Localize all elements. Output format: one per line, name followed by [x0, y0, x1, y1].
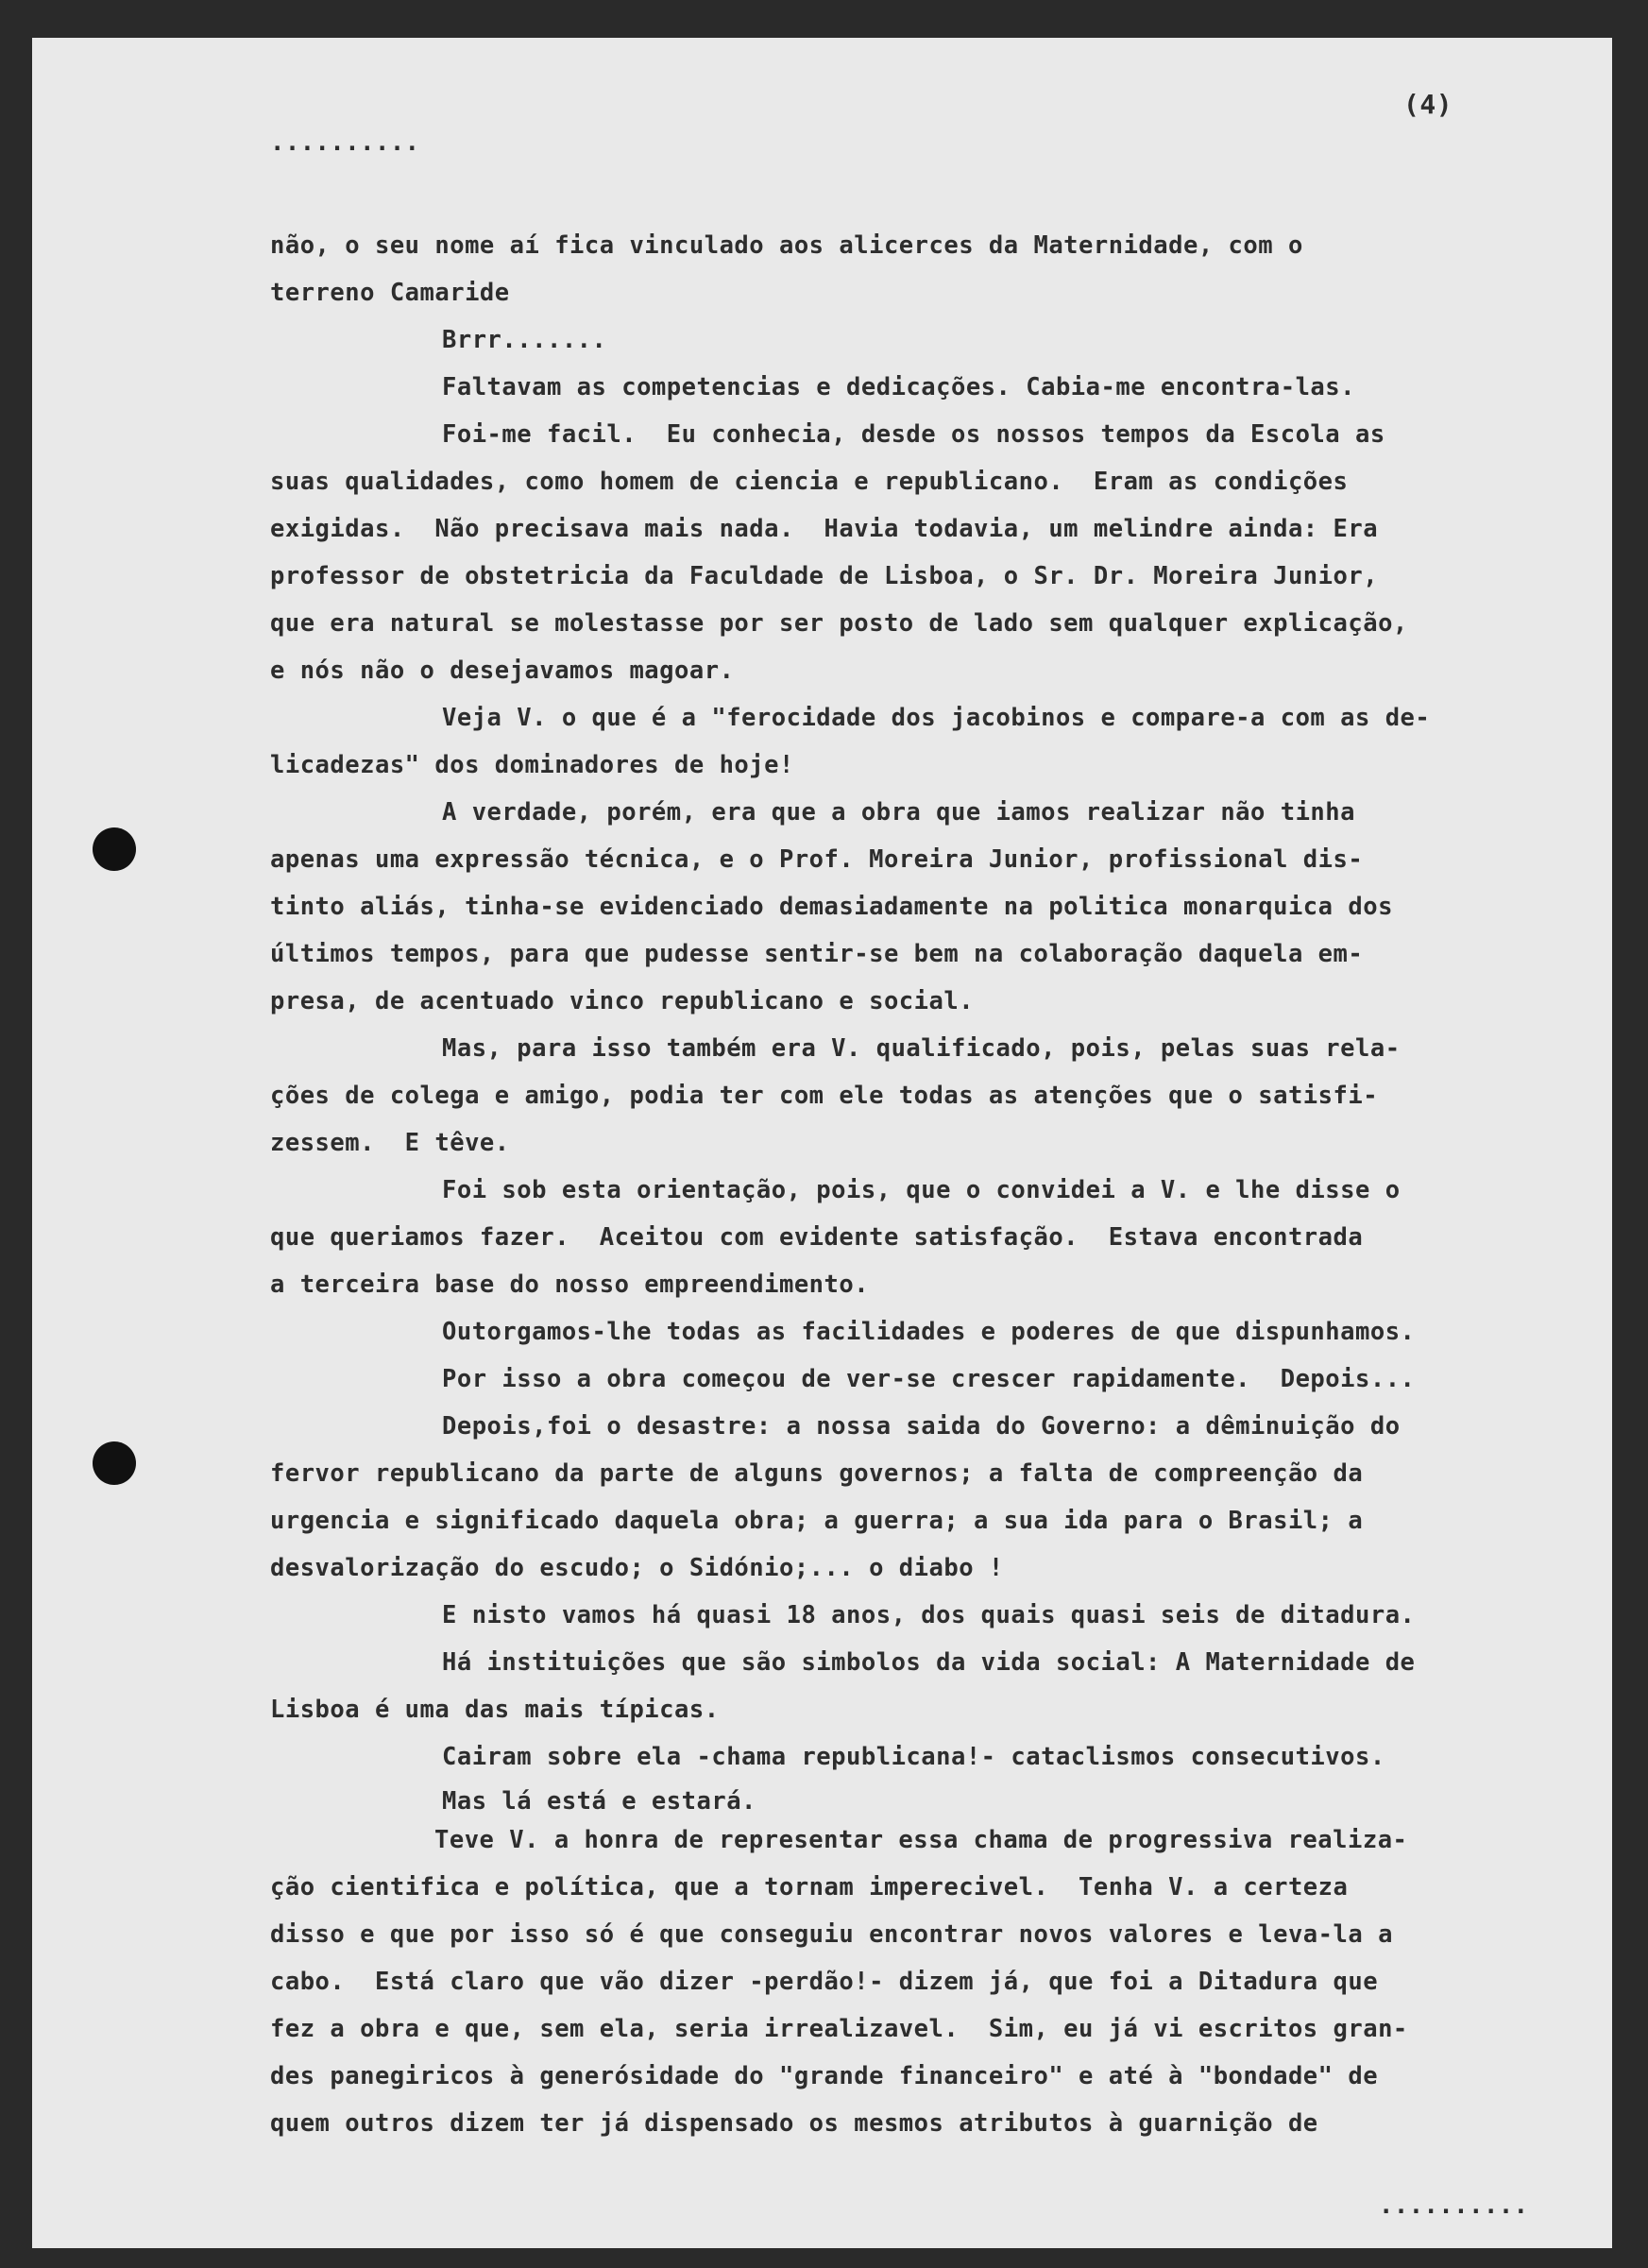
text-line: presa, de acentuado vinco republicano e social.: [270, 987, 975, 1015]
text-line: Há instituições que são simbolos da vida social: A Maternidade de: [442, 1648, 1416, 1677]
text-line: Outorgamos-lhe todas as facilidades e poderes de que dispunhamos.: [442, 1318, 1416, 1346]
text-line: Brrr.......: [442, 326, 607, 354]
text-line: exigidas. Não precisava mais nada. Havia todavia, um melindre ainda: Era: [270, 515, 1379, 543]
text-line: Mas lá está e estará.: [442, 1787, 756, 1816]
text-line: e nós não o desejavamos magoar.: [270, 657, 735, 685]
text-line: últimos tempos, para que pudesse sentir-se bem na colaboração daquela em-: [270, 940, 1364, 968]
text-line: ções de colega e amigo, podia ter com ele todas as atenções que o satisfi-: [270, 1082, 1379, 1110]
text-line: Faltavam as competencias e dedicações. Cabia-me encontra-las.: [442, 373, 1355, 401]
text-line: Mas, para isso também era V. qualificado, pois, pelas suas rela-: [442, 1034, 1401, 1063]
continuation-marker-top: ..........: [270, 128, 420, 157]
text-line: não, o seu nome aí fica vinculado aos alicerces da Maternidade, com o: [270, 231, 1303, 260]
punch-hole-bottom: [93, 1441, 136, 1485]
text-line: des panegiricos à generósidade do "grande financeiro" e até à "bondade" de: [270, 2062, 1379, 2090]
text-line: Veja V. o que é a "ferocidade dos jacobinos e compare-a com as de-: [442, 704, 1431, 732]
continuation-marker-bottom: ..........: [1379, 2191, 1529, 2220]
text-line: cabo. Está claro que vão dizer -perdão!- dizem já, que foi a Ditadura que: [270, 1968, 1379, 1996]
text-line: Cairam sobre ela -chama republicana!- cataclismos consecutivos.: [442, 1743, 1385, 1771]
text-line: fez a obra e que, sem ela, seria irrealizavel. Sim, eu já vi escritos gran-: [270, 2015, 1408, 2043]
text-line: Foi sob esta orientação, pois, que o convidei a V. e lhe disse o: [442, 1176, 1401, 1204]
text-line: ção cientifica e política, que a tornam imperecivel. Tenha V. a certeza: [270, 1873, 1349, 1901]
text-line: disso e que por isso só é que conseguiu encontrar novos valores e leva-la a: [270, 1920, 1393, 1949]
text-line: licadezas" dos dominadores de hoje!: [270, 751, 794, 779]
text-line: apenas uma expressão técnica, e o Prof. Moreira Junior, profissional dis-: [270, 845, 1364, 874]
text-line: Lisboa é uma das mais típicas.: [270, 1696, 720, 1724]
text-line: Depois,foi o desastre: a nossa saida do Governo: a dêminuição do: [442, 1412, 1401, 1441]
text-line: Por isso a obra começou de ver-se crescer rapidamente. Depois...: [442, 1365, 1416, 1393]
text-line: terreno Camaride: [270, 279, 510, 307]
text-line: A verdade, porém, era que a obra que iamos realizar não tinha: [442, 798, 1355, 827]
punch-hole-top: [93, 827, 136, 871]
text-line: suas qualidades, como homem de ciencia e republicano. Eram as condições: [270, 468, 1349, 496]
text-line: urgencia e significado daquela obra; a guerra; a sua ida para o Brasil; a: [270, 1507, 1364, 1535]
page-number: (4): [1403, 89, 1453, 120]
text-line: a terceira base do nosso empreendimento.: [270, 1270, 870, 1299]
text-line: zessem. E têve.: [270, 1129, 510, 1157]
text-line: fervor republicano da parte de alguns governos; a falta de compreenção da: [270, 1459, 1364, 1488]
text-line: que queriamos fazer. Aceitou com evidente satisfação. Estava encontrada: [270, 1223, 1364, 1252]
text-line: que era natural se molestasse por ser posto de lado sem qualquer explicação,: [270, 609, 1408, 638]
text-line: Teve V. a honra de representar essa chama de progressiva realiza-: [434, 1826, 1408, 1854]
text-line: quem outros dizem ter já dispensado os mesmos atributos à guarnição de: [270, 2109, 1318, 2138]
text-line: Foi-me facil. Eu conhecia, desde os nossos tempos da Escola as: [442, 420, 1385, 449]
text-line: E nisto vamos há quasi 18 anos, dos quais quasi seis de ditadura.: [442, 1601, 1416, 1629]
document-page: [32, 38, 1612, 2248]
text-line: professor de obstetricia da Faculdade de Lisboa, o Sr. Dr. Moreira Junior,: [270, 562, 1379, 590]
text-line: tinto aliás, tinha-se evidenciado demasiadamente na politica monarquica dos: [270, 893, 1393, 921]
text-line: desvalorização do escudo; o Sidónio;... o diabo !: [270, 1554, 1004, 1582]
